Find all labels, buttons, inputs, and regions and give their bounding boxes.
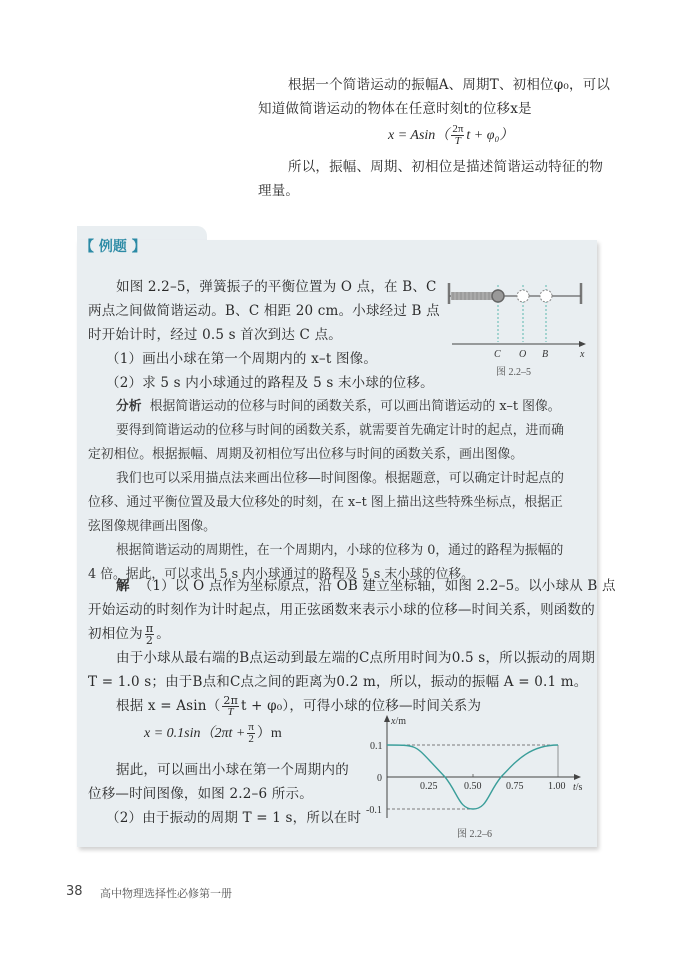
x-tick-0.25: 0.25 <box>420 781 438 792</box>
label-x: x <box>580 349 585 360</box>
x-tick-0.75: 0.75 <box>506 781 524 792</box>
formula-lhs: x = Asin（ <box>388 128 450 143</box>
solution-formula <box>144 722 282 745</box>
x-tick-0.50: 0.50 <box>464 781 482 792</box>
xt-graph <box>360 712 600 824</box>
problem-line-1: 如图 2.2–5，弹簧振子的平衡位置为 O 点，在 B、C <box>116 279 437 295</box>
analysis-line-7: 根据简谐运动的周期性，在一个周期内，小球的位移为 0，通过的路程为振幅的 <box>116 543 564 558</box>
intro-line-3: 所以，振幅、周期、初相位是描述简谐运动特征的物 <box>288 159 604 175</box>
intro-line-2: 知道做简谐运动的物体在任意时刻t的位移x是 <box>258 101 532 117</box>
genju-tail: ，可得小球的位移—时间关系为 <box>289 698 482 714</box>
analysis-line-8: 4 倍。据此，可以求出 5 s 内小球通过的路程及 5 s 末小球的位移。 <box>88 567 474 582</box>
phase-fraction <box>145 623 154 646</box>
intro-line-1: 根据一个简谐运动的振幅A、周期T、初相位φ₀，可以 <box>288 77 611 93</box>
solution-line-5: T = 1.0 s；由于B点和C点之间的距离为0.2 m，所以，振动的振幅 A = 0.1 m。 <box>88 674 588 690</box>
ball-at-c <box>492 290 504 302</box>
intro-formula <box>388 124 513 147</box>
frac-den: T <box>227 706 234 718</box>
y-axis-label: x/m <box>391 716 407 727</box>
analysis-line-3: 定初相位。根据振幅、周期及初相位写出位移与时间的函数关系，画出图像。 <box>88 447 524 462</box>
label-c: C <box>494 349 501 360</box>
formula2-rhs: ）m <box>256 726 282 741</box>
problem-question-1: （1）画出小球在第一个周期内的 x–t 图像。 <box>106 351 378 367</box>
frac-num: 2π <box>223 694 239 707</box>
frac-num: π <box>248 721 254 734</box>
frac-num: 2π <box>452 123 464 136</box>
frac-num: π <box>145 622 154 635</box>
y-tick-0.1: 0.1 <box>370 741 383 752</box>
analysis-line-1 <box>116 395 561 419</box>
genju-rhs: t + φ₀） <box>241 698 290 714</box>
book-title: 高中物理选择性必修第一册 <box>100 887 232 900</box>
formula-rhs: t + φ₀） <box>466 128 514 143</box>
analysis-line-4: 我们也可以采用描点法来画出位移—时间图像。根据题意，可以确定计时起点的 <box>116 471 564 486</box>
problem-line-2: 两点之间做简谐运动。B、C 相距 20 cm。小球经过 B 点 <box>88 303 440 319</box>
analysis-line-2: 要得到简谐运动的位移与时间的函数关系，就需要首先确定计时的起点，进而确 <box>116 423 564 438</box>
solution-line-4: 由于小球从最右端的B点运动到最左端的C点所用时间为0.5 s，所以振动的周期 <box>116 650 596 666</box>
solution-line-7: 据此，可以画出小球在第一个周期内的 <box>116 762 349 778</box>
ball-at-o <box>517 290 529 302</box>
analysis-text: 根据简谐运动的位移与时间的函数关系，可以画出简谐运动的 x–t 图像。 <box>149 399 561 414</box>
formula2-lhs: x = 0.1sin（2πt + <box>144 726 246 741</box>
solution-line-2: 开始运动的时刻作为计时起点，用正弦函数来表示小球的位移—时间关系，则函数的 <box>88 602 595 618</box>
problem-question-2: （2）求 5 s 内小球通过的路程及 5 s 末小球的位移。 <box>106 375 434 391</box>
frac-den: 2 <box>248 733 254 746</box>
solution-line-9: （2）由于振动的周期 T = 1 s，所以在时 <box>106 810 362 826</box>
solution-heading: 解 <box>116 578 130 594</box>
genju-fraction <box>222 695 239 718</box>
frac-den: T <box>454 135 461 148</box>
y-tick-neg-0.1: -0.1 <box>366 805 382 816</box>
formula2-fraction <box>247 722 255 745</box>
frac-den: 2 <box>145 634 154 647</box>
y-tick-0: 0 <box>377 773 382 784</box>
ball-at-b <box>540 290 552 302</box>
solution-line-8: 位移—时间图像，如图 2.2–6 所示。 <box>88 786 313 802</box>
page-number: 38 <box>66 884 83 899</box>
problem-line-3: 时开始计时，经过 0.5 s 首次到达 C 点。 <box>88 327 342 343</box>
solution-phase-text: 初相位为 <box>88 626 143 642</box>
analysis-line-6: 弦图像规律画出图像。 <box>88 519 216 534</box>
solution-line-1 <box>116 574 616 598</box>
solution-text: （1）以 O 点作为坐标原点，沿 OB 建立坐标轴，如图 2.2–5。以小球从 B 点 <box>138 578 616 594</box>
analysis-line-5: 位移、通过平衡位置及最大位移处的时刻，在 x–t 图上描出这些特殊坐标点，根据正 <box>88 495 563 510</box>
label-o: O <box>519 349 527 360</box>
genju-text: 根据 x = Asin（ <box>116 698 221 714</box>
solution-line-3: 初相位为 $\frac{\pi}{2}$ 。 <box>88 622 170 647</box>
figure-2-2-5-caption: 图 2.2–5 <box>496 367 531 378</box>
label-b: B <box>542 349 549 360</box>
analysis-heading: 分析 <box>116 399 142 414</box>
x-tick-1.00: 1.00 <box>548 781 566 792</box>
intro-line-4: 理量。 <box>258 183 300 199</box>
x-axis-label: t/s <box>573 782 583 793</box>
formula-fraction <box>451 124 464 147</box>
figure-2-2-6-caption: 图 2.2–6 <box>457 829 492 840</box>
example-tab-label: 【 例题 】 <box>80 239 146 255</box>
